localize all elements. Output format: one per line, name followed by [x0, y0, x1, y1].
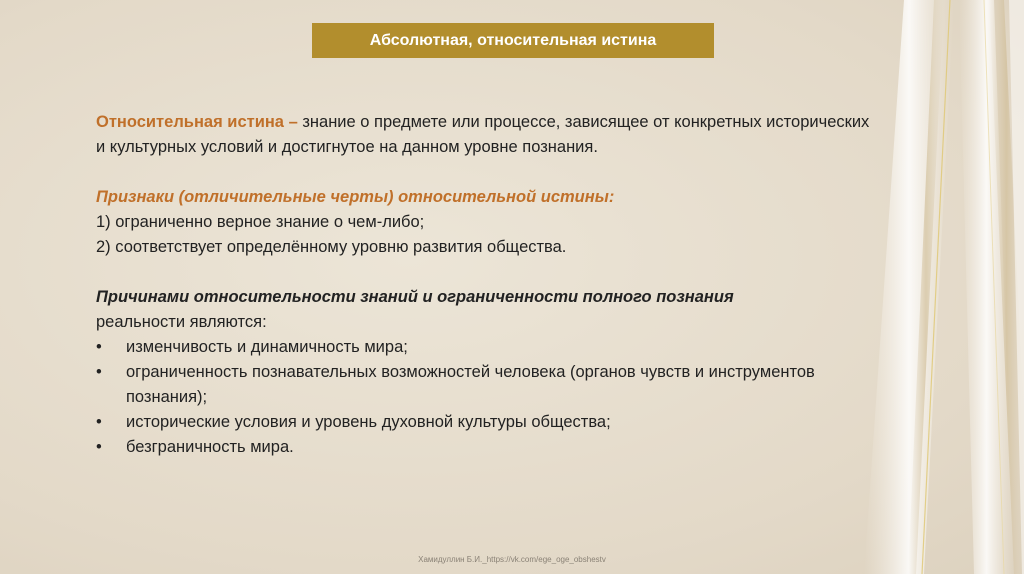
- reasons-list: [96, 335, 876, 460]
- list-item: • безграничность мира.: [96, 435, 876, 460]
- title-banner: [312, 23, 714, 58]
- definition-term: Относительная истина –: [96, 113, 298, 131]
- reasons-heading-tail: реальности являются:: [96, 313, 267, 331]
- decorative-light-streaks: [864, 0, 1024, 574]
- signs-item-2: 2) соответствует определённому уровню развития общества.: [96, 238, 567, 256]
- content-body: [96, 110, 876, 460]
- reasons-paragraph: [96, 285, 876, 335]
- definition-text: знание о предмете или процессе, зависящее от конкретных исторических и культурных условий и достигнутое на данном уровне познания.: [96, 113, 870, 156]
- signs-heading: Признаки (отличительные черты) относительной истины:: [96, 188, 615, 206]
- list-item: • ограниченность познавательных возможностей человека (органов чувств и инструментов познания);: [96, 360, 876, 410]
- slide-title: Абсолютная, относительная истина: [369, 31, 657, 49]
- footer-credit: Хамидуллин Б.И._https://vk.com/ege_oge_obshestv: [418, 555, 606, 564]
- reasons-heading: Причинами относительности знаний и ограниченности полного познания: [96, 288, 734, 306]
- definition-paragraph: [96, 110, 876, 160]
- signs-item-1: 1) ограниченно верное знание о чем-либо;: [96, 213, 425, 231]
- list-item: • изменчивость и динамичность мира;: [96, 335, 876, 360]
- list-item: • исторические условия и уровень духовной культуры общества;: [96, 410, 876, 435]
